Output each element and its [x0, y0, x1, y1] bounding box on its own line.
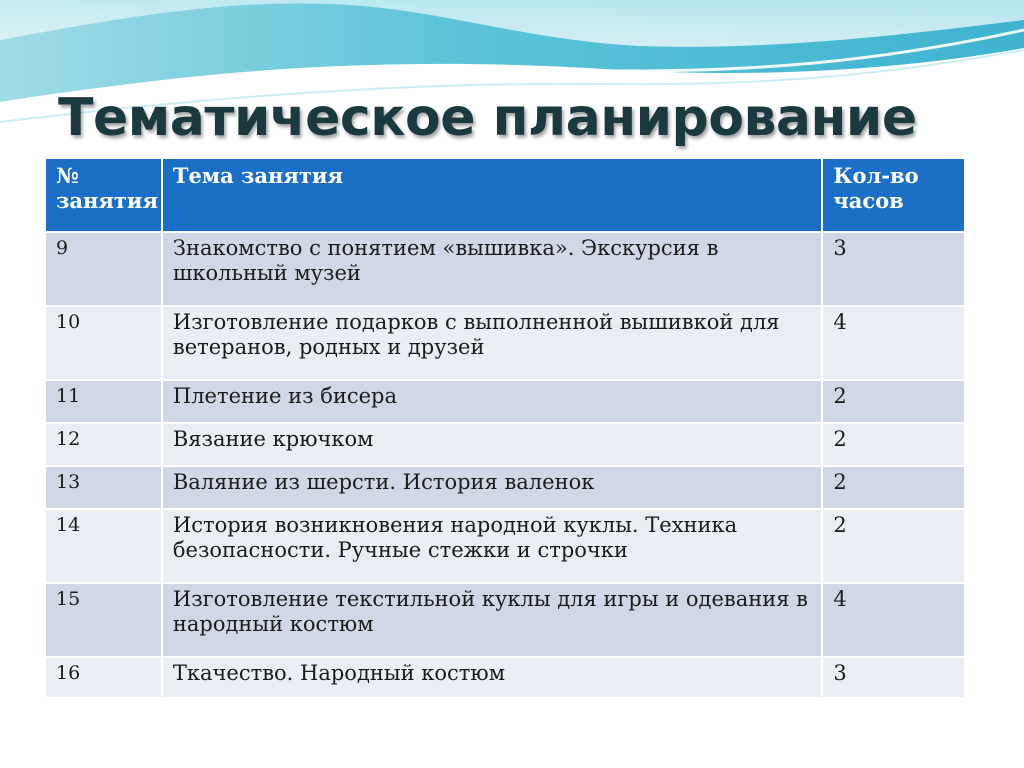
lesson-topic: Знакомство с понятием «вышивка». Экскурсия в школьный музей — [162, 232, 823, 306]
lesson-hours: 4 — [822, 306, 965, 380]
lesson-hours: 3 — [822, 657, 965, 698]
lesson-hours: 4 — [822, 583, 965, 657]
table-row — [45, 232, 965, 306]
lesson-topic: Изготовление текстильной куклы для игры и одевания в народный костюм — [162, 583, 823, 657]
table-row — [45, 306, 965, 380]
lesson-hours: 2 — [822, 466, 965, 509]
lesson-topic: Валяние из шерсти. История валенок — [162, 466, 823, 509]
header-lesson-topic: Тема занятия — [162, 158, 823, 232]
lesson-hours: 2 — [822, 509, 965, 583]
lesson-number: 12 — [45, 423, 162, 466]
lesson-number: 9 — [45, 232, 162, 306]
lesson-hours: 2 — [822, 380, 965, 423]
lesson-topic: Ткачество. Народный костюм — [162, 657, 823, 698]
table-row — [45, 466, 965, 509]
lesson-topic: История возникновения народной куклы. Техника безопасности. Ручные стежки и строчки — [162, 509, 823, 583]
header-hours: Кол-во часов — [822, 158, 965, 232]
lesson-topic: Плетение из бисера — [162, 380, 823, 423]
lesson-topic: Вязание крючком — [162, 423, 823, 466]
table-header-row — [45, 158, 965, 232]
table-row — [45, 423, 965, 466]
slide-title: Тематическое планирование — [58, 88, 917, 148]
lesson-hours: 3 — [822, 232, 965, 306]
table-row — [45, 509, 965, 583]
lesson-number: 16 — [45, 657, 162, 698]
plan-table — [44, 157, 966, 699]
header-lesson-number: № занятия — [45, 158, 162, 232]
table-row — [45, 657, 965, 698]
table-row — [45, 380, 965, 423]
lesson-number: 11 — [45, 380, 162, 423]
lesson-topic: Изготовление подарков с выполненной вышивкой для ветеранов, родных и друзей — [162, 306, 823, 380]
lesson-number: 10 — [45, 306, 162, 380]
lesson-number: 13 — [45, 466, 162, 509]
table-row — [45, 583, 965, 657]
lesson-number: 14 — [45, 509, 162, 583]
lesson-number: 15 — [45, 583, 162, 657]
lesson-hours: 2 — [822, 423, 965, 466]
